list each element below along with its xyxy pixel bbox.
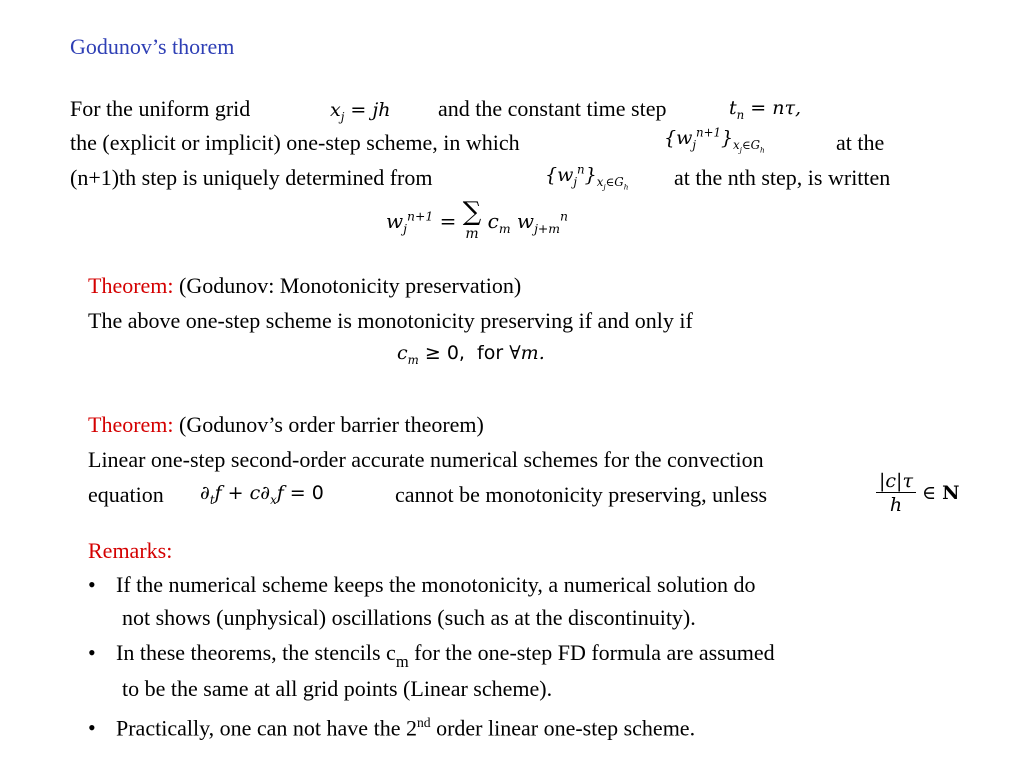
- theorem-1-statement: The above one-step scheme is monotonicity preserving if and only if: [88, 308, 693, 333]
- remark-3-line-1: [88, 710, 695, 741]
- math-set-next: [664, 126, 765, 154]
- slide-title: Godunov’s thorem: [70, 34, 235, 59]
- intro-line-2: [70, 130, 520, 156]
- theorem-2-line-2b: [395, 482, 767, 508]
- intro-text-written: at the nth step, is written: [674, 165, 891, 190]
- intro-text-grid: For the uniform grid: [70, 96, 251, 121]
- remark-1-line-1: [88, 572, 755, 598]
- math-set-current: [545, 163, 628, 191]
- math-unless-condition: [876, 470, 960, 517]
- remark-2-subscript: m: [395, 652, 409, 671]
- bullet-icon: •: [88, 572, 96, 597]
- theorem-2-label: Theorem:: [88, 412, 174, 437]
- theorem-1-name: (Godunov: Monotonicity preservation): [179, 273, 522, 298]
- math-timestep-text: $t_n = n\tau$,: [729, 97, 802, 122]
- intro-line-3: [70, 165, 433, 191]
- intro-line-1b: [438, 96, 667, 122]
- theorem-2-line-2: [88, 482, 164, 508]
- remark-1-text-1: If the numerical scheme keeps the monotonicity, a numerical solution do: [116, 572, 756, 597]
- remark-2-line-2: to be the same at all grid points (Linear scheme).: [122, 676, 553, 701]
- remark-2-text-a: In these theorems, the stencils c: [116, 640, 396, 665]
- math-grid: [330, 99, 391, 124]
- theorem-2-equation-word: equation: [88, 482, 164, 507]
- remark-1-line-2: not shows (unphysical) oscillations (such as at the discontinuity).: [122, 605, 696, 630]
- math-condition-text: $c_m \ge 0$, for ∀m.: [397, 342, 545, 367]
- math-equation-text: $\partial_tf + c\partial_xf = 0$: [200, 482, 324, 507]
- theorem-2-heading: [88, 412, 484, 438]
- intro-text-scheme: the (explicit or implicit) one-step scheme, in which: [70, 130, 520, 155]
- theorem-2-line-1: Linear one-step second-order accurate numerical schemes for the convection: [88, 447, 764, 472]
- intro-line-2b: [836, 130, 884, 156]
- intro-line-1: [70, 96, 250, 122]
- theorem-1-label: Theorem:: [88, 273, 174, 298]
- theorem-2-name: (Godunov’s order barrier theorem): [179, 412, 484, 437]
- math-timestep: [729, 97, 801, 122]
- math-set-current-text: $\{w_j^n\}_{x_j\in G_h}$: [545, 163, 629, 192]
- math-set-next-text: $\{w_j^{n+1}\}_{x_j\in G_h}$: [664, 126, 765, 155]
- remark-2-text-b: for the one-step FD formula are assumed: [408, 640, 775, 665]
- math-condition: [397, 342, 545, 367]
- math-unless-text: $\frac{|c|\tau}{h}$ ∈ N: [876, 482, 960, 504]
- math-scheme-formula: [386, 197, 569, 244]
- intro-text-at-the: at the: [836, 130, 885, 155]
- theorem-1-heading: [88, 273, 521, 299]
- remark-3-text-b: order linear one-step scheme.: [430, 715, 696, 741]
- math-convection-equation: [200, 482, 324, 507]
- theorem-2-unless-text: cannot be monotonicity preserving, unless: [395, 482, 768, 507]
- intro-text-timestep: and the constant time step: [438, 96, 667, 121]
- bullet-icon: •: [88, 640, 96, 665]
- remarks-label: Remarks:: [88, 538, 173, 563]
- intro-line-3b: [674, 165, 890, 191]
- bullet-icon: •: [88, 715, 96, 741]
- remark-2-line-1: [88, 640, 775, 671]
- remark-3-text-a: Practically, one can not have the 2: [116, 715, 417, 741]
- intro-text-determined: (n+1)th step is uniquely determined from: [70, 165, 433, 190]
- math-scheme-text: $w_j^{n+1}$ = ∑ m $c_m$ $w_{j+m}^n$: [386, 197, 569, 242]
- math-grid-text: $x_j$ = jh: [330, 99, 391, 124]
- remark-3-superscript: nd: [416, 715, 431, 730]
